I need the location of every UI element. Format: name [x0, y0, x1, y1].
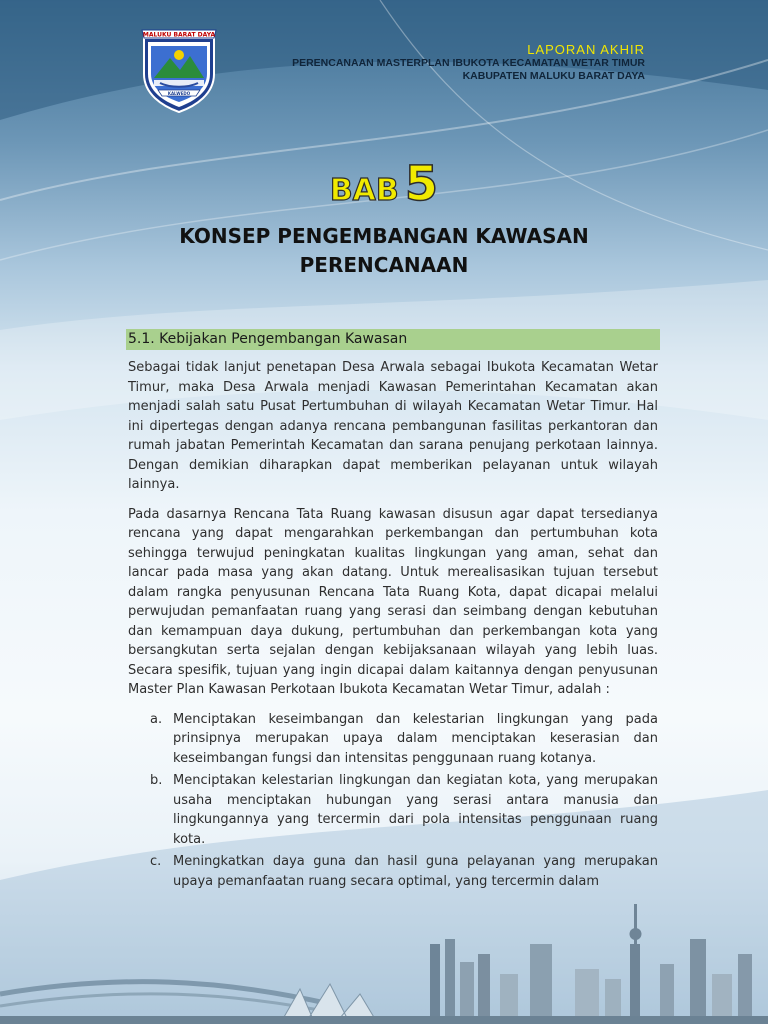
report-label: LAPORAN AKHIR — [527, 42, 645, 57]
chapter-title-line-2: PERENCANAAN — [299, 253, 469, 277]
svg-text:MALUKU BARAT DAYA: MALUKU BARAT DAYA — [142, 31, 216, 39]
body-paragraph: Sebagai tidak lanjut penetapan Desa Arwala sebagai Ibukota Kecamatan Wetar Timur, maka Desa Arwala menjadi Kawasan Pemerintahan Kecamatan akan menjadi salah satu Pusat Pertumbuhan di wilayah Kecamatan Wetar Timur. Hal ini dipertegas dengan adanya rencana pembangunan fasilitas perkantoran dan rumah jabatan Pemerintah Kecamatan dan sarana penujang perkotaan lainnya. Dengan demikian diharapkan dapat memberikan pelayanan untuk wilayah lainnya. — [128, 360, 658, 492]
body-content — [128, 358, 658, 894]
list-item — [128, 710, 658, 769]
chapter-number — [0, 156, 768, 212]
svg-text:KALWEDO: KALWEDO — [167, 90, 191, 96]
list-item — [128, 852, 658, 891]
list-marker: a. — [150, 711, 163, 727]
regency-crest-logo — [140, 28, 218, 114]
list-marker: b. — [150, 773, 163, 788]
project-title: PERENCANAAN MASTERPLAN IBUKOTA KECAMATAN WETAR TIMUR — [292, 57, 645, 69]
bab-word: BAB — [329, 173, 399, 208]
chapter-title — [0, 222, 768, 280]
list-item-text: Menciptakan keseimbangan dan kelestarian lingkungan yang pada prinsipnya merupakan upaya dalam menciptakan keserasian dan keseimbangan fungsi dan intensitas penggunaan ruang kotanya. — [173, 711, 658, 766]
chapter-title-line-1: KONSEP PENGEMBANGAN KAWASAN — [179, 224, 589, 248]
city-skyline-illustration — [0, 884, 768, 1024]
bab-number: 5 — [404, 156, 439, 212]
list-item-text: Menciptakan kelestarian lingkungan dan kegiatan kota, yang merupakan usaha menciptakan hubungan yang serasi antara manusia dan lingkungannya yang tercermin dari pola intensitas penggunaan ruang kota. — [173, 773, 658, 847]
list-item — [128, 771, 658, 849]
regency-name: KABUPATEN MALUKU BARAT DAYA — [462, 70, 645, 82]
body-paragraph: Pada dasarnya Rencana Tata Ruang kawasan disusun agar dapat tersedianya rencana yang dapat mengarahkan perkembangan dan pertumbuhan kota sehingga terwujud peningkatan kualitas lingkungan yang aman, sehat dan lancar pada masa yang akan datang. Untuk merealisasikan tujuan tersebut dalam rangka penyusunan Rencana Tata Ruang Kota, dapat dicapai melalui perwujudan pemanfaatan ruang yang serasi dan seimbang dengan kebutuhan dan kemampuan daya dukung, pertumbuhan dan perkembangan kota yang bersangkutan serta sejalan dengan kebijaksanaan wilayah yang lebih luas. Secara spesifik, tujuan yang ingin dicapai dalam kaitannya dengan penyusunan Master Plan Kawasan Perkotaan Ibukota Kecamatan Wetar Timur, adalah : — [128, 506, 658, 697]
list-item-text: Meningkatkan daya guna dan hasil guna pelayanan yang merupakan upaya pemanfaatan ruang secara optimal, yang tercermin dalam — [173, 854, 658, 889]
list-marker: c. — [150, 854, 162, 869]
section-heading: 5.1. Kebijakan Pengembangan Kawasan — [126, 329, 660, 350]
report-header — [292, 42, 645, 83]
objectives-list — [128, 710, 658, 892]
